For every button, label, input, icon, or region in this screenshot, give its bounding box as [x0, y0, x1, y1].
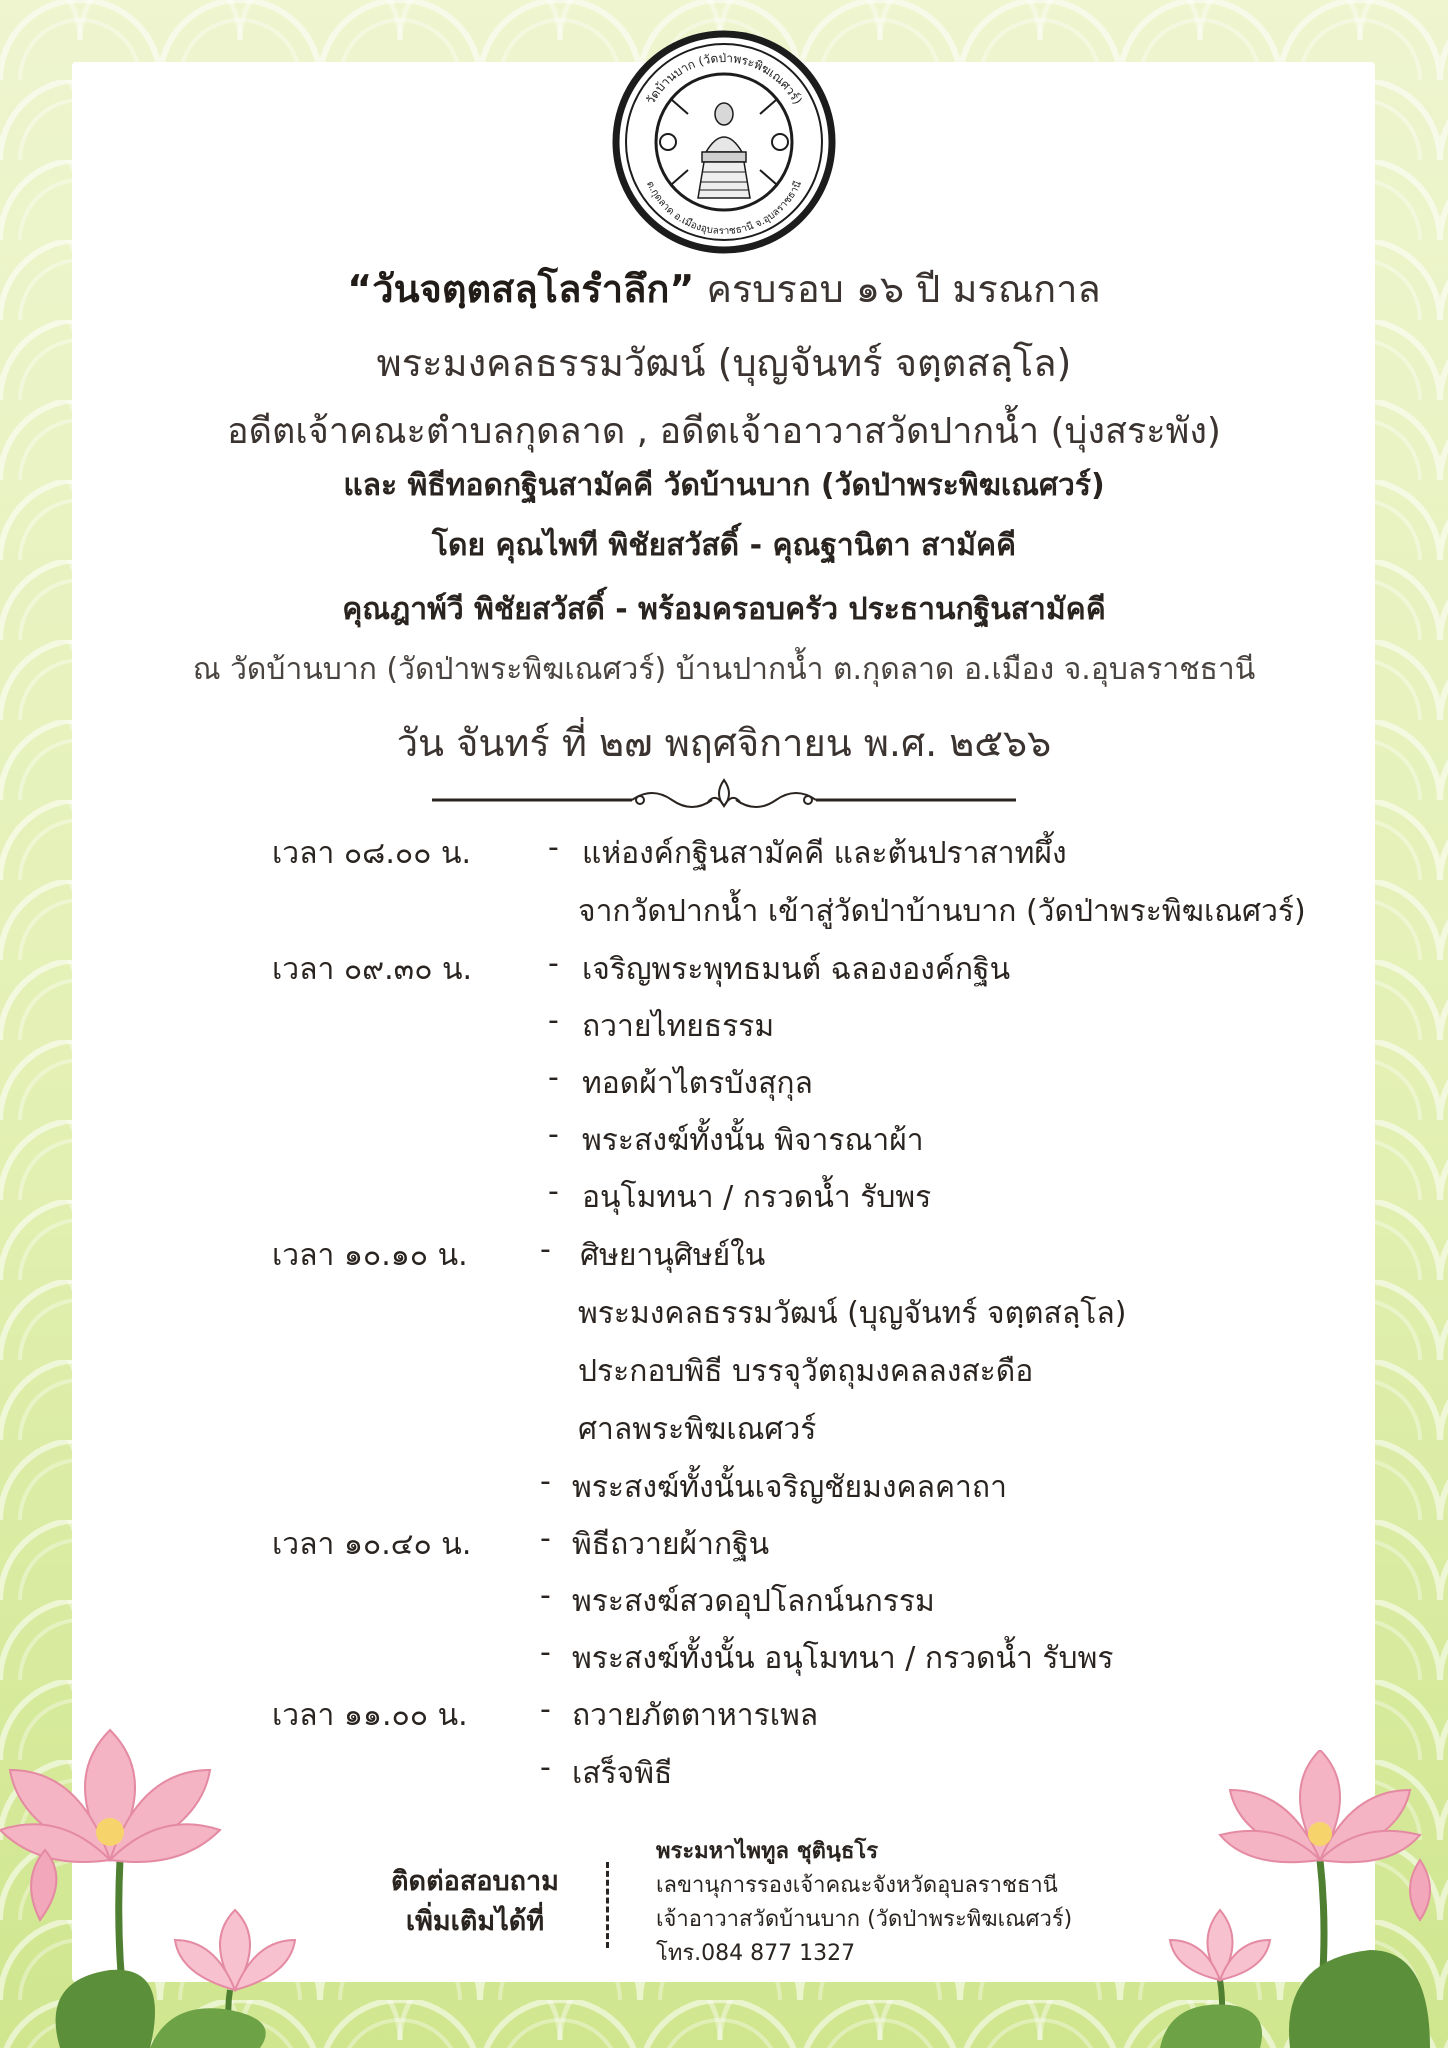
lotus-left-icon — [0, 1720, 340, 2048]
schedule-dash: - — [540, 1750, 551, 1785]
contact-role-1: เลขานุการรองเจ้าคณะจังหวัดอุบลราชธานี — [656, 1873, 1058, 1898]
schedule-dash: - — [540, 1521, 551, 1556]
chair-line: คุณฎาพ์วี พิชัยสวัสดิ์ - พร้อมครอบครัว ประธานกฐินสามัคคี — [342, 592, 1106, 627]
schedule-item: เจริญพระพุทธมนต์ ฉลององค์กฐิน — [582, 952, 1011, 987]
contact-info — [656, 1835, 1072, 1971]
schedule-item: ศาลพระพิฆเณศวร์ — [578, 1412, 817, 1447]
kathin-ceremony-line: และ พิธีทอดกฐินสามัคคี วัดบ้านบาก (วัดป่าพระพิฆเณศวร์) — [343, 468, 1105, 503]
schedule-item: ทอดผ้าไตรบังสุกุล — [582, 1066, 813, 1101]
schedule-item: อนุโมทนา / กรวดน้ำ รับพร — [582, 1180, 932, 1215]
schedule-dash: - — [548, 946, 559, 981]
schedule-dash: - — [540, 1232, 551, 1267]
contact-phone: โทร.084 877 1327 — [656, 1941, 856, 1966]
schedule-dash: - — [540, 1692, 551, 1727]
schedule-item: ประกอบพิธี บรรจุวัตถุมงคลลงสะดือ — [578, 1354, 1034, 1389]
schedule-item: พระสงฆ์สวดอุปโลกน์นกรรม — [572, 1584, 935, 1619]
schedule-item: ถวายภัตตาหารเพล — [572, 1698, 819, 1733]
venue-line: ณ วัดบ้านบาก (วัดป่าพระพิฆเณศวร์) บ้านปากน้ำ ต.กุดลาด อ.เมือง จ.อุบลราชธานี — [192, 652, 1256, 687]
schedule-time-0800: เวลา ๐๘.๐๐ น. — [272, 836, 472, 871]
event-title-rest: ครบรอบ ๑๖ ปี มรณกาล — [694, 267, 1101, 311]
honoree-name: พระมงคลธรรมวัฒน์ (บุญจันทร์ จตฺตสลฺโล) — [376, 341, 1072, 385]
schedule-dash: - — [548, 830, 559, 865]
contact-label — [370, 1862, 580, 1942]
honoree-positions: อดีตเจ้าคณะตำบลกุดลาด , อดีตเจ้าอาวาสวัดปากน้ำ (บุ่งสระพัง) — [227, 411, 1221, 452]
schedule-item: แห่องค์กฐินสามัคคี และต้นปราสาทผึ้ง — [582, 836, 1067, 871]
schedule-item: ศิษยานุศิษย์ใน — [580, 1238, 766, 1273]
contact-role-2: เจ้าอาวาสวัดบ้านบาก (วัดป่าพระพิฆเณศวร์) — [656, 1907, 1073, 1932]
event-title — [0, 258, 1448, 319]
schedule-dash: - — [548, 1117, 559, 1152]
schedule-item: พระมงคลธรรมวัฒน์ (บุญจันทร์ จตฺตสลฺโล) — [578, 1296, 1127, 1331]
event-date: วัน จันทร์ ที่ ๒๗ พฤศจิกายน พ.ศ. ๒๕๖๖ — [396, 721, 1052, 765]
schedule-item: จากวัดปากน้ำ เข้าสู่วัดป่าบ้านบาก (วัดป่าพระพิฆเณศวร์) — [578, 894, 1306, 929]
schedule-dash: - — [548, 1060, 559, 1095]
logo-ring-bottom-text: ต.กุดลาด อ.เมืองอุบลราชธานี จ.อุบลราชธานี — [643, 179, 805, 238]
contact-name: พระมหาไพทูล ชุตินฺธโร — [656, 1839, 879, 1864]
hosts-line: โดย คุณไพที พิชัยสวัสดิ์ - คุณฐานิตา สามัคคี — [431, 528, 1017, 563]
schedule-item: เสร็จพิธี — [572, 1756, 673, 1791]
ornamental-divider — [432, 772, 1016, 822]
schedule-time-1010: เวลา ๑๐.๑๐ น. — [272, 1238, 468, 1273]
schedule-dash: - — [548, 1003, 559, 1038]
schedule-dash: - — [540, 1464, 551, 1499]
schedule-dash: - — [548, 1174, 559, 1209]
schedule-dash: - — [540, 1578, 551, 1613]
schedule-dash: - — [540, 1635, 551, 1670]
schedule-time-1040: เวลา ๑๐.๔๐ น. — [272, 1527, 472, 1562]
schedule-item: พระสงฆ์ทั้งนั้นเจริญชัยมงคลคาถา — [572, 1470, 1007, 1505]
contact-label-line1: ติดต่อสอบถาม — [391, 1866, 559, 1897]
schedule-time-0930: เวลา ๐๙.๓๐ น. — [272, 952, 473, 987]
contact-separator — [606, 1862, 609, 1948]
contact-label-line2: เพิ่มเติมได้ที่ — [405, 1906, 545, 1937]
schedule-item: ถวายไทยธรรม — [582, 1009, 775, 1044]
schedule-time-1100: เวลา ๑๑.๐๐ น. — [272, 1698, 468, 1733]
temple-seal-logo — [612, 30, 836, 254]
schedule-item: พระสงฆ์ทั้งนั้น อนุโมทนา / กรวดน้ำ รับพร — [572, 1641, 1114, 1676]
schedule-item: พิธีถวายผ้ากฐิน — [572, 1527, 770, 1562]
event-title-quoted: “วันจตฺตสลฺโลรำลึก” — [347, 267, 695, 311]
logo-ring-top-text: วัดบ้านบาก (วัดป่าพระพิฆเณศวร์) — [643, 50, 805, 107]
schedule-item: พระสงฆ์ทั้งนั้น พิจารณาผ้า — [582, 1123, 924, 1158]
lotus-right-icon — [1130, 1750, 1448, 2048]
